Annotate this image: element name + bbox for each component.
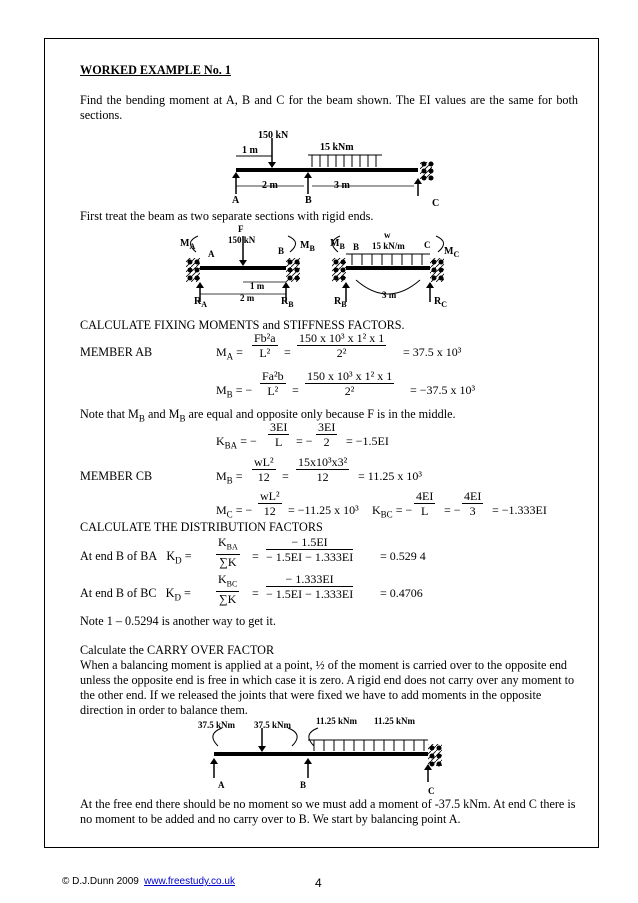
- eq-ma-frac1: $\frac{\text{Fb²a}}{\text{L²}}$: [254, 331, 276, 360]
- fig2-dim-1m: 1 m: [250, 281, 265, 291]
- dist-bc-frac2: $\frac{- 1.333EI}{- 1.5EI - 1.333EI}$: [266, 572, 354, 601]
- beam-figure-1: [200, 124, 440, 204]
- eq-mb-result: = −37.5 x 10³: [410, 383, 476, 397]
- dist-bc-label: At end B of BC $K_D$ =: [80, 586, 191, 603]
- eq-kba-equals: = −: [296, 434, 313, 448]
- fig2-moment-b: $M_B$: [300, 240, 315, 253]
- fig2-f-label: F: [238, 224, 244, 234]
- fig1-load-label: 150 kN: [258, 130, 289, 141]
- member-cb-label: MEMBER CB: [80, 469, 153, 483]
- fig2-reaction-a: $R_A$: [194, 296, 208, 309]
- fig2-reaction-c: $R_C$: [434, 296, 448, 309]
- eq-mb-cb-frac1: $\frac{\text{wL²}}{12}$: [254, 455, 274, 484]
- member-ab-label: MEMBER AB: [80, 345, 153, 359]
- fig3-moment-4: 11.25 kNm: [374, 716, 416, 726]
- dist-ba-label: At end B of BA $K_D$ =: [80, 549, 192, 566]
- eq-kba-lhs: $K_{BA}$ = −: [216, 434, 257, 451]
- example-title: WORKED EXAMPLE No. 1: [80, 63, 231, 77]
- eq-kbc-result: = −1.333EI: [492, 503, 547, 517]
- fig2-point-c: C: [424, 240, 431, 250]
- fixing-moments-heading: CALCULATE FIXING MOMENTS and STIFFNESS FACTORS.: [80, 318, 405, 332]
- eq-mb-lhs: $M_B$ = −: [216, 383, 253, 400]
- fig2-load-label: 150 kN: [228, 235, 256, 245]
- final-paragraph: At the free end there should be no moment so we must add a moment of -37.5 kNm. At end C there is no moment to be added and no carry over to B. We start by balancing point A.: [80, 797, 576, 826]
- fig3-point-a: A: [218, 780, 225, 790]
- fig2-w-label: w: [384, 230, 391, 240]
- dist-bc-frac1: $K_{BC}$ ∑K: [218, 572, 238, 607]
- fig2-dim-3m: 3 m: [382, 290, 397, 300]
- eq-mb-cb-frac2: $\frac{\text{15x10³x3²}}{12}$: [298, 455, 348, 484]
- eq-mc-lhs: $M_C$ = −: [216, 503, 253, 520]
- fig2-reaction-b2: $R_B$: [334, 296, 347, 309]
- dist-ba-equals: =: [252, 549, 259, 563]
- fig3-point-c: C: [428, 786, 435, 796]
- eq-kbc-frac2: $\frac{4EI}{3}$: [464, 489, 482, 518]
- eq-kbc-lhs: $K_{BC}$ = −: [372, 503, 413, 520]
- dist-ba-result: = 0.529 4: [380, 549, 426, 563]
- dist-bc-equals: =: [252, 586, 259, 600]
- eq-mb-cb-equals: =: [282, 469, 289, 483]
- eq-mb-frac2: $\frac{\text{150 x 10³ x 1² x 1}}{\text{2²}}$: [307, 369, 393, 398]
- carry-over-paragraph: When a balancing moment is applied at a point, ½ of the moment is carried over to the opposite end unless the opposite end is free in which case it is zero. A rigid end does not carry over any moment to the other end. If we released the joints that were fixed we have to add moments in the opposite direction in order to balance them.: [80, 658, 575, 717]
- fig1-udl-label: 15 kNm: [320, 142, 354, 153]
- fig2-dim-2m: 2 m: [240, 293, 255, 303]
- eq-kba-frac2: $\frac{3EI}{2}$: [318, 420, 336, 449]
- eq-mc-result: = −11.25 x 10³: [288, 503, 359, 517]
- dist-bc-result: = 0.4706: [380, 586, 423, 600]
- fig2-reaction-b: $R_B$: [281, 296, 294, 309]
- eq-mb-cb-lhs: $M_B$ =: [216, 469, 243, 486]
- fig2-point-b2: B: [353, 242, 360, 252]
- fig2-moment-b2: $M_B$: [330, 238, 345, 251]
- fig1-point-a: A: [232, 195, 240, 206]
- step1-text: First treat the beam as two separate sections with rigid ends.: [80, 209, 374, 223]
- carry-over-heading: Calculate the CARRY OVER FACTOR: [80, 643, 275, 657]
- eq-kba-frac1: $\frac{3EI}{L}$: [270, 420, 288, 449]
- eq-mb-cb-result: = 11.25 x 10³: [358, 469, 422, 483]
- note-distribution: Note 1 – 0.5294 is another way to get it.: [80, 614, 276, 628]
- eq-mc-frac1: $\frac{\text{wL²}}{12}$: [260, 489, 280, 518]
- fig3-point-b: B: [300, 780, 307, 790]
- footer-link[interactable]: www.freestudy.co.uk: [144, 876, 235, 887]
- dist-ba-frac2: $\frac{- 1.5EI}{- 1.5EI - 1.333EI}$: [266, 535, 354, 564]
- intro-paragraph: Find the bending moment at A, B and C for the beam shown. The EI values are the same for both sections.: [80, 93, 578, 122]
- dist-ba-frac1: $K_{BA}$ ∑K: [218, 535, 238, 570]
- beam-figure-2: [176, 222, 476, 310]
- note-mb: Note that $M_B$ and $M_B$ are equal and opposite only because F is in the middle.: [80, 407, 456, 424]
- fig2-point-a: A: [208, 249, 215, 259]
- fig2-moment-a: $M_A$: [180, 238, 196, 251]
- footer-copyright: © D.J.Dunn 2009: [62, 876, 139, 887]
- eq-ma-result: = 37.5 x 10³: [403, 345, 462, 359]
- fig1-dim-2m: 2 m: [262, 180, 278, 191]
- fig2-point-b: B: [278, 246, 285, 256]
- distribution-heading: CALCULATE THE DISTRIBUTION FACTORS: [80, 520, 323, 534]
- eq-kbc-frac1: $\frac{4EI}{L}$: [416, 489, 434, 518]
- fig1-dim-3m: 3 m: [334, 180, 350, 191]
- fig2-moment-c: $M_C$: [444, 246, 460, 259]
- fig1-dim-1m: 1 m: [242, 145, 258, 156]
- fig1-point-b: B: [305, 195, 312, 206]
- eq-mb-equals: =: [292, 383, 299, 397]
- eq-mb-frac1: $\frac{\text{Fa²b}}{\text{L²}}$: [262, 369, 284, 398]
- page-number: 4: [315, 876, 322, 890]
- eq-ma-lhs: $M_A$ =: [216, 345, 243, 362]
- eq-kbc-equals: = −: [444, 503, 461, 517]
- eq-kba-result: = −1.5EI: [346, 434, 389, 448]
- fig3-moment-2: 37.5 kNm: [254, 720, 292, 730]
- fig2-udl-label: 15 kN/m: [372, 241, 405, 251]
- fig3-moment-3: 11.25 kNm: [316, 716, 358, 726]
- eq-ma-frac2: $\frac{\text{150 x 10³ x 1² x 1}}{\text{2²}}$: [299, 331, 385, 360]
- fig1-point-c: C: [432, 198, 440, 209]
- eq-ma-equals: =: [284, 345, 291, 359]
- fig3-moment-1: 37.5 kNm: [198, 720, 236, 730]
